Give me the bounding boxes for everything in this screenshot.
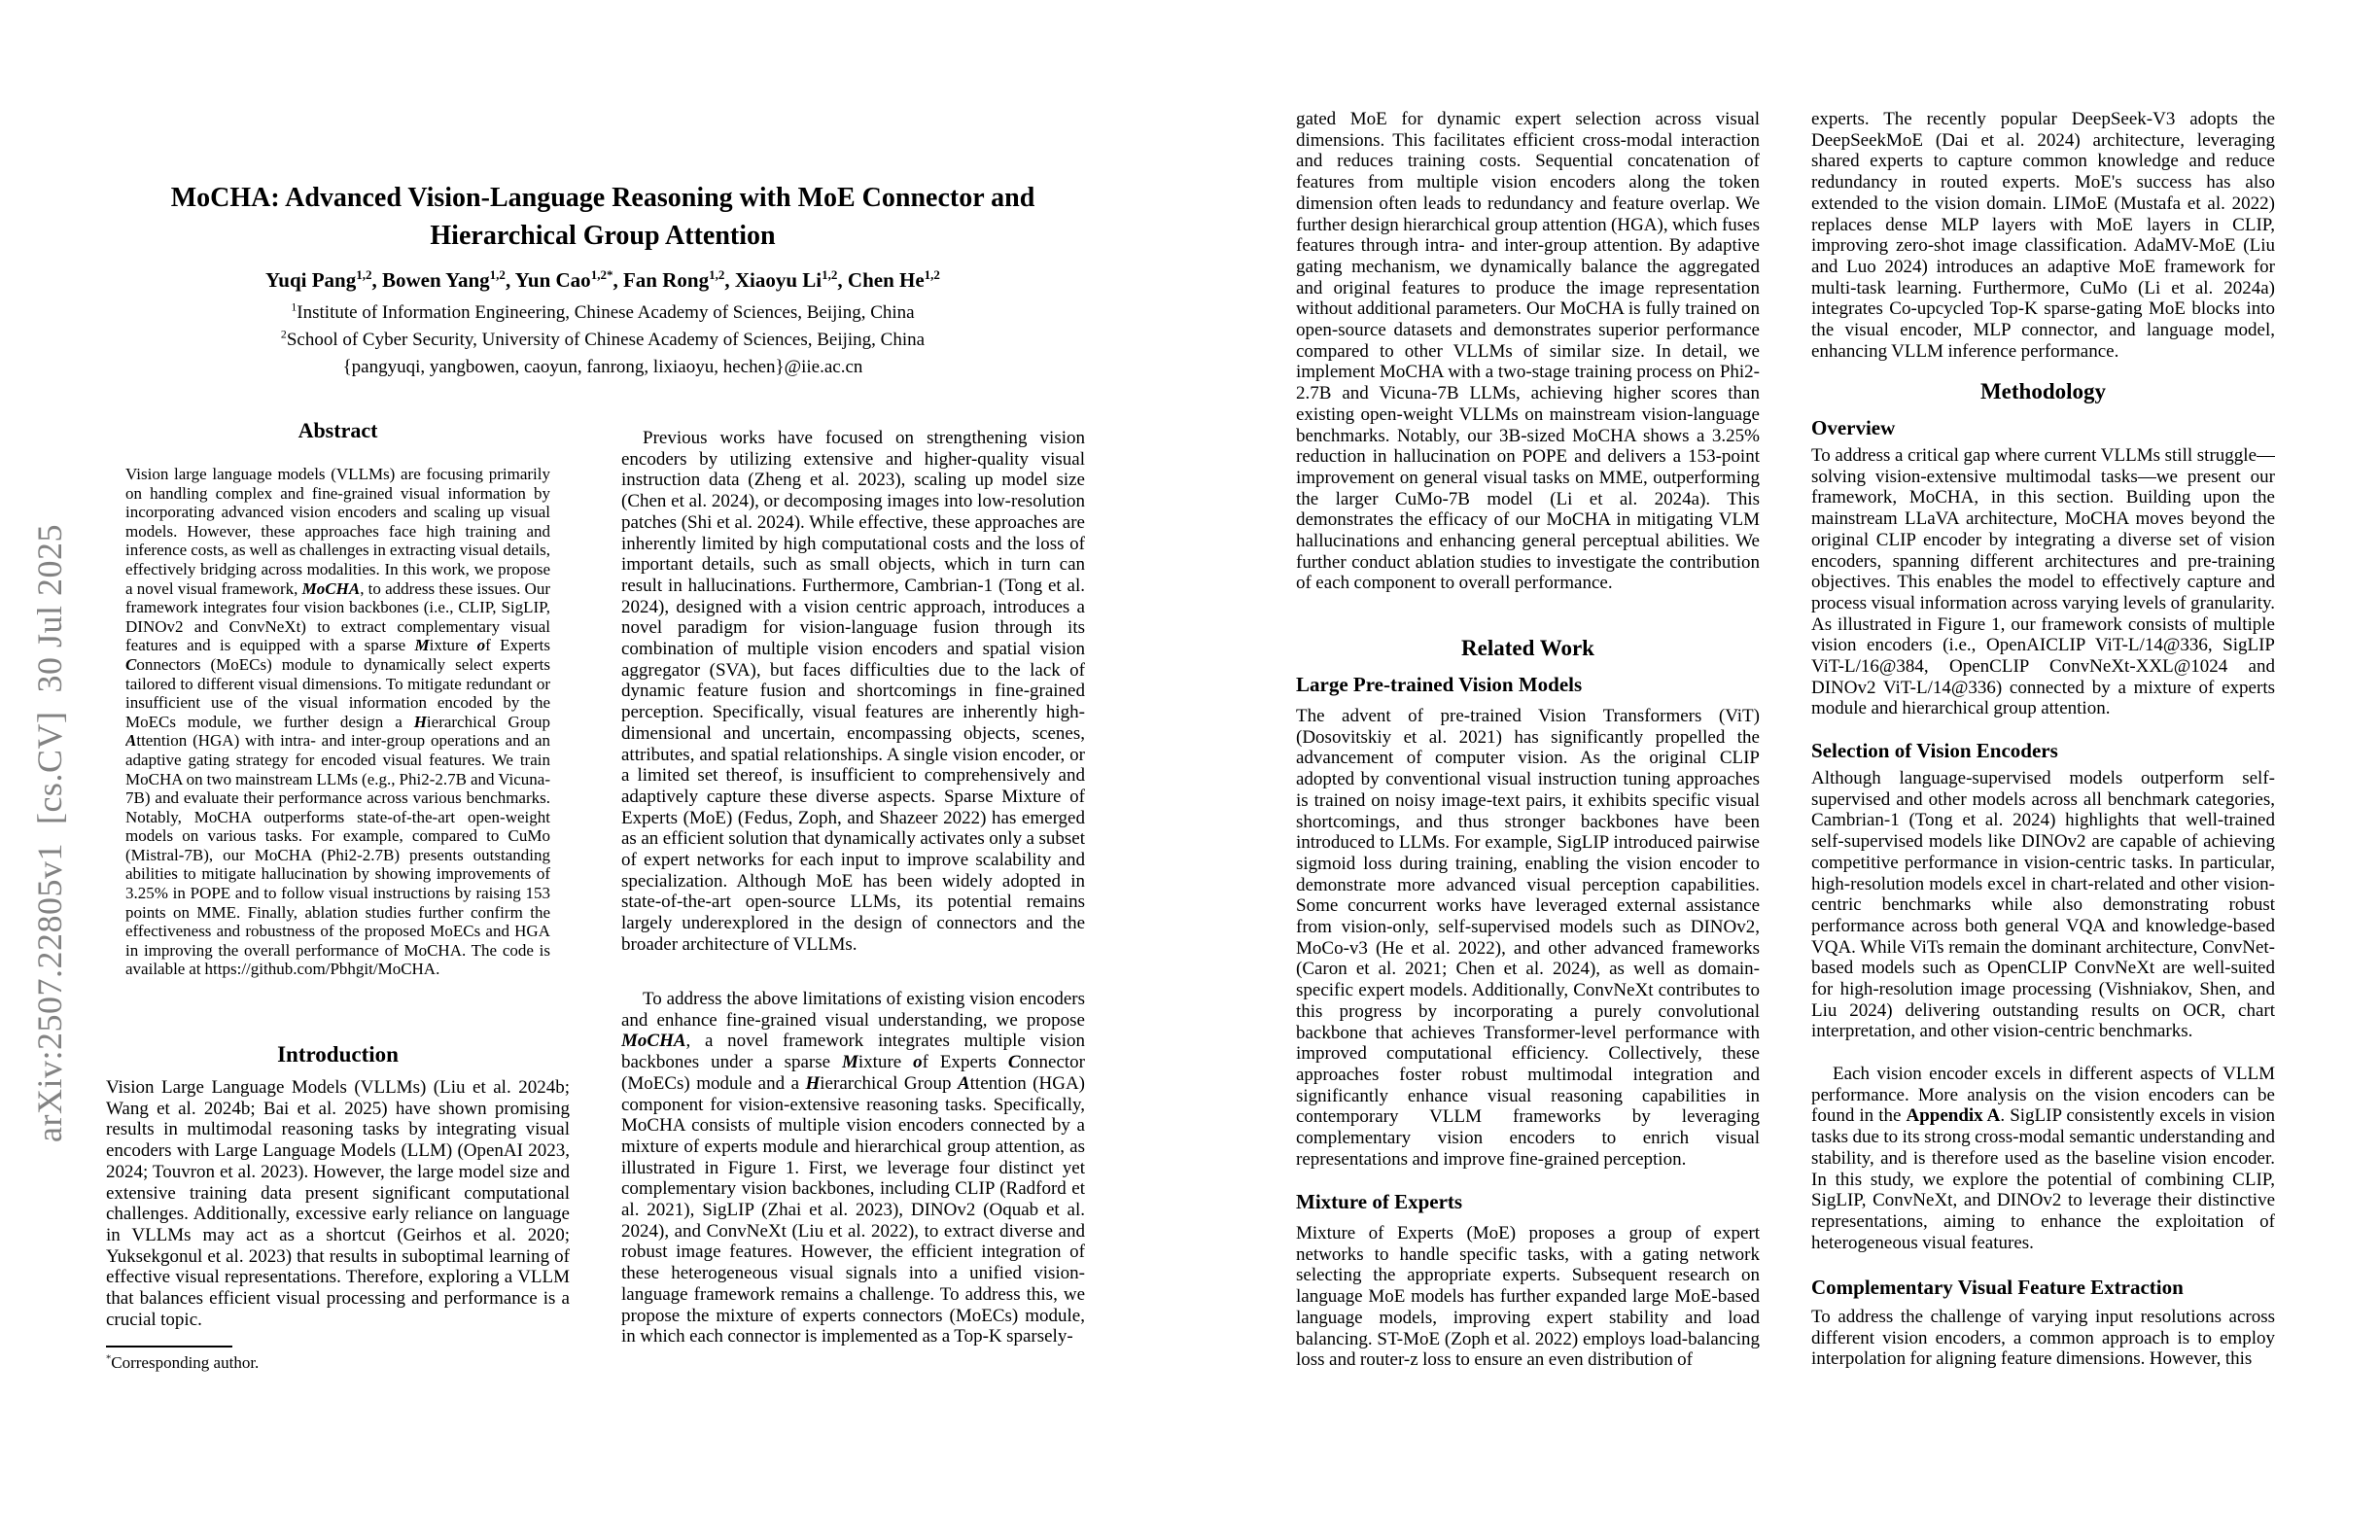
column2-paragraph-2: To address the above limitations of existing vision encoders and enhance fine-grained visual understanding, we propose MoCHA, a novel framework integrates multiple vision backbones under a sparse Mixture of Experts Connector (MoECs) module and a Hierarchical Group Attention (HGA) component for vision-extensive reasoning tasks. Specifically, MoCHA consists of multiple vision encoders connected by a mixture of experts module and hierarchical group attention, as illustrated in Figure 1. First, we leverage four distinct yet complementary vision backbones, including CLIP (Radford et al. 2021), SigLIP (Zhai et al. 2023), DINOv2 (Oquab et al. 2024), and ConvNeXt (Liu et al. 2022), to extract diverse and robust image features. However, the efficient integration of these heterogeneous visual signals into a unified vision-language framework remains a challenge. To address this, we propose the mixture of experts connectors (MoECs) module, in which each connector is implemented as a Top-K sparsely- xyxy=(621,989,1085,1348)
github-link[interactable]: https://github.com/Pbhgit/MoCHA. xyxy=(204,960,440,979)
page-title xyxy=(146,179,1060,255)
corresponding-author-footnote: *Corresponding author. xyxy=(106,1353,260,1372)
affiliation-2: $^2$School of Cyber Security, University of Chinese Academy of Sciences, Beijing, China xyxy=(280,328,926,350)
methodology-heading: Methodology xyxy=(1979,379,2107,403)
overview-paragraph: To address a critical gap where current VLLMs still struggle—solving vision-extensive multimodal tasks—we present our framework, MoCHA, in this section. Building upon the mainstream LLaVA architecture, MoCHA moves beyond the original CLIP encoder by integrating a diverse set of vision encoders, spanning different architectures and pre-training objectives. This enables the model to effectively capture and process visual information across varying levels of granularity. As illustrated in Figure 1, our framework consists of multiple vision encoders (i.e., OpenAICLIP ViT-L/14@336, SigLIP ViT-L/16@384, OpenCLIP ConvNeXt-XXL@1024 and DINOv2 ViT-L/14@336) connected by a mixture of experts module and hierarchical group attention. xyxy=(1811,445,2275,719)
overview-heading: Overview xyxy=(1811,416,1896,439)
column2-paragraph-1: Previous works have focused on strengthening vision encoders by utilizing extensive and higher-quality visual instruction data (Zheng et al. 2023), scaling up model size (Chen et al. 2024), or decomposing images into low-resolution patches (Shi et al. 2024). While effective, these approaches are inherently limited by high computational costs and the loss of important details, such as small objects, which in turn can result in hallucinations. Furthermore, Cambrian-1 (Tong et al. 2024), designed with a vision centric approach, introduces a novel paradigm for vision-language fusion through its combination of multiple vision encoders and spatial vision aggregator (SVA), but faces difficulties due to the lack of dynamic feature fusion and shortcomings in fine-grained perception. Specifically, visual features are inherently high-dimensional and uncertain, encompassing objects, scenes, attributes, and spatial relationships. A single vision encoder, or a limited set thereof, is insufficient to comprehensively and adaptively capture these diverse aspects. Sparse Mixture of Experts (MoE) (Fedus, Zoph, and Shazeer 2022) has emerged as an efficient solution that dynamically activates only a subset of expert networks for each input to improve scalability and specialization. Although MoE has been widely adopted in state-of-the-art open-source LLMs, its potential remains largely underexplored in the design of connectors and the broader architecture of VLLMs. xyxy=(621,428,1085,955)
introduction-paragraph: Vision Large Language Models (VLLMs) (Liu et al. 2024b; Wang et al. 2024b; Bai et al. 2025) have shown promising results in multimodal reasoning tasks by integrating visual encoders with Large Language Models (LLM) (OpenAI 2023, 2024; Touvron et al. 2023). However, the large model size and extensive training data present significant computational challenges. Additionally, excessive early reliance on language in VLLMs may act as a shortcut (Geirhos et al. 2020; Yuksekgonul et al. 2023) that results in suboptimal learning of effective visual representations. Therefore, exploring a VLLM that balances efficient visual processing and performance is a crucial topic. xyxy=(106,1077,570,1330)
authors-line: Yuqi Pang$^{1,2}$, Bowen Yang$^{1,2}$, Yun Cao$^{1,2*}$, Fan Rong$^{1,2}$, Xiaoyu Li$^{1,2}$, Chen He$^{1,2}$ xyxy=(265,267,940,292)
selection-of-vision-encoders-heading: Selection of Vision Encoders xyxy=(1811,739,2058,762)
related-work-heading: Related Work xyxy=(1461,636,1594,660)
abstract-heading: Abstract xyxy=(298,418,378,442)
footnote-rule xyxy=(106,1346,232,1348)
selection-paragraph-1: Although language-supervised models outperform self-supervised and other models across all benchmark categories, Cambrian-1 (Tong et al. 2024) highlights that well-trained self-supervised models like DINOv2 are capable of achieving competitive performance in vision-centric tasks. In particular, high-resolution models excel in chart-related and other vision-centric benchmarks while also demonstrating robust performance across both general VQA and knowledge-based VQA. While ViTs remain the dominant architecture, ConvNet-based models such as OpenCLIP ConvNeXt are well-suited for high-resolution image processing (Vishniakov, Shen, and Liu 2024) delivering outstanding results on OCR, chart interpretation, and other vision-centric benchmarks. xyxy=(1811,768,2275,1042)
mixture-of-experts-heading: Mixture of Experts xyxy=(1296,1190,1463,1213)
large-pretrained-vision-models-paragraph: The advent of pre-trained Vision Transformers (ViT) (Dosovitskiy et al. 2021) has significantly propelled the advancement of computer vision. As the original CLIP adopted by conventional visual instruction tuning approaches is trained on noisy image-text pairs, it exhibits specific visual shortcomings, and thus stronger backbones have been introduced to LLMs. For example, SigLIP introduced pairwise sigmoid loss during training, enabling the vision encoder to demonstrate more advanced visual perception capabilities. Some concurrent works have leveraged external assistance from vision-only, self-supervised models such as DINOv2, MoCo-v3 (He et al. 2022), and other advanced frameworks (Caron et al. 2021; Chen et al. 2024), as well as domain-specific expert models. Additionally, ConvNeXt contributes to this progress by incorporating a purely convolutional backbone that achieves Transformer-level performance with improved computational efficiency. Collectively, these approaches foster robust multimodal integration and significantly enhance visual reasoning capabilities in contemporary VLLM frameworks by leveraging complementary vision encoders to enrich visual representations and improve fine-grained perception. xyxy=(1296,706,1760,1170)
email-line: {pangyuqi, yangbowen, caoyun, fanrong, lixiaoyu, hechen}@iie.ac.cn xyxy=(342,357,863,377)
complementary-visual-feature-extraction-heading: Complementary Visual Feature Extraction xyxy=(1811,1276,2184,1299)
complementary-paragraph: To address the challenge of varying input resolutions across different vision encoders, a common approach is to employ interpolation for aligning feature dimensions. However, this xyxy=(1811,1307,2275,1370)
title-line-1: MoCHA: Advanced Vision-Language Reasoning with MoE Connector and xyxy=(170,183,1035,213)
introduction-heading: Introduction xyxy=(277,1042,399,1067)
title-line-2: Hierarchical Group Attention xyxy=(430,221,776,251)
large-pretrained-vision-models-heading: Large Pre-trained Vision Models xyxy=(1296,673,1583,696)
column4-continuation-paragraph: experts. The recently popular DeepSeek-V3 adopts the DeepSeekMoE (Dai et al. 2024) architecture, leveraging shared experts to capture common knowledge and reduce redundancy in routed experts. MoE's success has also extended to the vision domain. LIMoE (Mustafa et al. 2022) replaces dense MLP layers with MoE layers in CLIP, improving zero-shot image classification. AdaMV-MoE (Liu and Luo 2024) introduces an adaptive MoE framework for multi-task learning. Furthermore, CuMo (Li et al. 2024a) integrates Co-upcycled Top-K sparse-gating MoE blocks into the visual encoder, MLP connector, and language model, enhancing VLLM inference performance. xyxy=(1811,109,2275,362)
column3-continuation-paragraph: gated MoE for dynamic expert selection across visual dimensions. This facilitates efficient cross-modal interaction and reduces training costs. Sequential concatenation of features from multiple vision encoders along the token dimension often leads to redundancy and feature overlap. We further design hierarchical group attention (HGA), which fuses features through intra- and inter-group attention. By adaptive gating mechanism, we dynamically balance the aggregated and original features to produce the image representation without additional parameters. Our MoCHA is fully trained on open-source datasets and demonstrates superior performance compared to other VLLMs of similar size. In detail, we implement MoCHA with a two-stage training process on Phi2-2.7B and Vicuna-7B LLMs, achieving higher scores than existing open-weight VLLMs on mainstream vision-language benchmarks. Notably, our 3B-sized MoCHA shows a 3.25% reduction in hallucination on POPE and delivers a 153-point improvement on general visual tasks on MME, outperforming the larger CuMo-7B model (Li et al. 2024a). This demonstrates the efficacy of our MoCHA in mitigating VLM hallucinations and enhancing general perceptual abilities. We further conduct ablation studies to investigate the contribution of each component to overall performance. xyxy=(1296,109,1760,594)
selection-paragraph-2: Each vision encoder excels in different aspects of VLLM performance. More analysis on the vision encoders can be found in the Appendix A. SigLIP consistently excels in vision tasks due to its strong cross-modal semantic understanding and stability, and is therefore used as the baseline vision encoder. In this study, we explore the potential of combining CLIP, SigLIP, ConvNeXt, and DINOv2 to leverage their distinctive representations, aiming to enhance the exploitation of heterogeneous visual features. xyxy=(1811,1064,2275,1253)
arxiv-stamp: arXiv:2507.22805v1 [cs.CV] 30 Jul 2025 xyxy=(30,524,69,1142)
affiliation-1: $^1$Institute of Information Engineering, Chinese Academy of Sciences, Beijing, China xyxy=(291,300,915,323)
abstract-text: Vision large language models (VLLMs) are focusing primarily on handling complex and fine-grained visual information by incorporating advanced vision encoders and scaling up visual models. However, these approaches face high training and inference costs, as well as challenges in extracting visual details, effectively bridging across modalities. In this work, we propose a novel visual framework, MoCHA, to address these issues. Our framework integrates four vision backbones (i.e., CLIP, SigLIP, DINOv2 and ConvNeXt) to extract complementary visual features and is equipped with a sparse Mixture of Experts Connectors (MoECs) module to dynamically select experts tailored to different visual dimensions. To mitigate redundant or insufficient use of the visual information encoded by the MoECs module, we further design a Hierarchical Group Attention (HGA) with intra- and inter-group operations and an adaptive gating strategy for encoded visual features. We train MoCHA on two mainstream LLMs (e.g., Phi2-2.7B and Vicuna-7B) and evaluate their performance across various benchmarks. Notably, MoCHA outperforms state-of-the-art open-weight models on various tasks. For example, compared to CuMo (Mistral-7B), our MoCHA (Phi2-2.7B) presents outstanding abilities to mitigate hallucination by showing improvements of 3.25% in POPE and to follow visual instructions by raising 153 points on MME. Finally, ablation studies further confirm the effectiveness and robustness of the proposed MoECs and HGA in improving the overall performance of MoCHA. The code is available at xyxy=(125,465,550,979)
abstract-paragraph xyxy=(125,465,550,1040)
mixture-of-experts-paragraph: Mixture of Experts (MoE) proposes a group of expert networks to handle specific tasks, with a gating network selecting the appropriate experts. Subsequent research on language MoE models has further expanded large MoE-based language models, improving expert stability and load balancing. ST-MoE (Zoph et al. 2022) employs load-balancing loss and router-z loss to ensure an even distribution of xyxy=(1296,1223,1760,1371)
